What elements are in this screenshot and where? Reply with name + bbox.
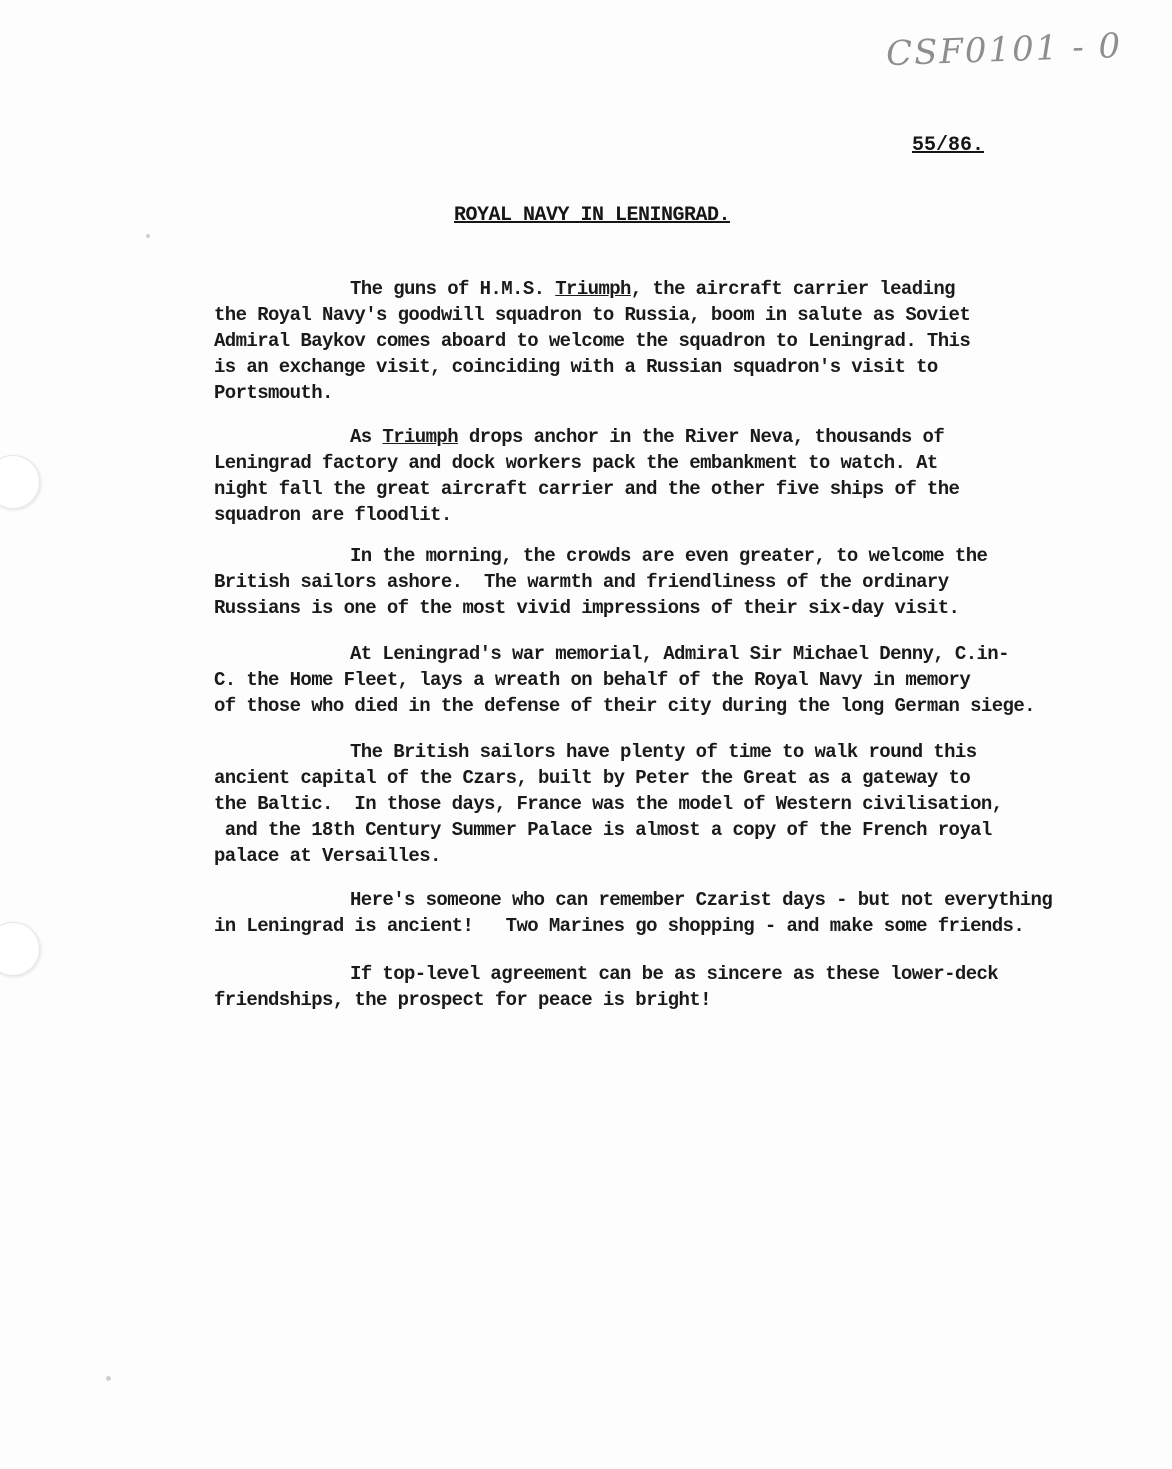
text-line: and the 18th Century Summer Palace is almost a copy of the French royal xyxy=(214,819,992,841)
page-reference: 55/86. xyxy=(912,134,985,157)
text-line: British sailors ashore. The warmth and friendliness of the ordinary xyxy=(214,571,949,593)
text-run: , the aircraft carrier leading xyxy=(630,278,955,300)
paragraph-crowds xyxy=(214,543,1164,621)
text-line: ancient capital of the Czars, built by Peter the Great as a gateway to xyxy=(214,767,971,789)
text-line xyxy=(214,424,1164,450)
text-line: palace at Versailles. xyxy=(214,845,441,867)
text-run: The guns of H.M.S. xyxy=(350,278,556,300)
text-line: is an exchange visit, coinciding with a Russian squadron's visit to xyxy=(214,356,938,378)
text-line: Here's someone who can remember Czarist days - but not everything xyxy=(350,889,1053,911)
text-line: of those who died in the defense of their city during the long German siege. xyxy=(214,695,1035,717)
text-line: C. the Home Fleet, lays a wreath on behalf of the Royal Navy in memory xyxy=(214,669,971,691)
punch-hole-lower xyxy=(0,922,40,976)
text-line: the Baltic. In those days, France was the model of Western civilisation, xyxy=(214,793,1003,815)
text-line: The British sailors have plenty of time to walk round this xyxy=(350,741,977,763)
text-line: Russians is one of the most vivid impressions of their six-day visit. xyxy=(214,597,960,619)
text-run: drops anchor in the River Neva, thousands of xyxy=(458,426,945,448)
ship-name: Triumph xyxy=(555,278,631,300)
paragraph-salute xyxy=(214,276,1164,406)
text-line: If top-level agreement can be as sincere as these lower-deck xyxy=(350,963,999,985)
text-line: Leningrad factory and dock workers pack the embankment to watch. At xyxy=(214,452,938,474)
text-line: Portsmouth. xyxy=(214,382,333,404)
text-line: squadron are floodlit. xyxy=(214,504,452,526)
ship-name: Triumph xyxy=(382,426,459,448)
paragraph-capital xyxy=(214,739,1164,869)
text-line: the Royal Navy's goodwill squadron to Russia, boom in salute as Soviet xyxy=(214,304,971,326)
text-line: in Leningrad is ancient! Two Marines go shopping - and make some friends. xyxy=(214,915,1025,937)
text-line xyxy=(214,276,1164,302)
text-line: night fall the great aircraft carrier and the other five ships of the xyxy=(214,478,960,500)
paragraph-shopping xyxy=(214,887,1164,939)
paragraph-memorial xyxy=(214,641,1164,719)
text-line: In the morning, the crowds are even greater, to welcome the xyxy=(350,545,988,567)
ink-speck xyxy=(106,1376,111,1381)
text-line: Admiral Baykov comes aboard to welcome the squadron to Leningrad. This xyxy=(214,330,971,352)
text-line: friendships, the prospect for peace is bright! xyxy=(214,989,711,1011)
text-run: As xyxy=(350,426,383,448)
punch-hole-upper xyxy=(0,455,40,509)
paragraph-conclusion xyxy=(214,961,1164,1013)
text-line: At Leningrad's war memorial, Admiral Sir Michael Denny, C.in- xyxy=(350,643,1009,665)
ink-speck xyxy=(146,234,150,238)
document-title: ROYAL NAVY IN LENINGRAD. xyxy=(454,204,731,227)
paragraph-anchor xyxy=(214,424,1164,528)
archive-reference-number: CSF0101 - 0 xyxy=(885,25,1123,75)
